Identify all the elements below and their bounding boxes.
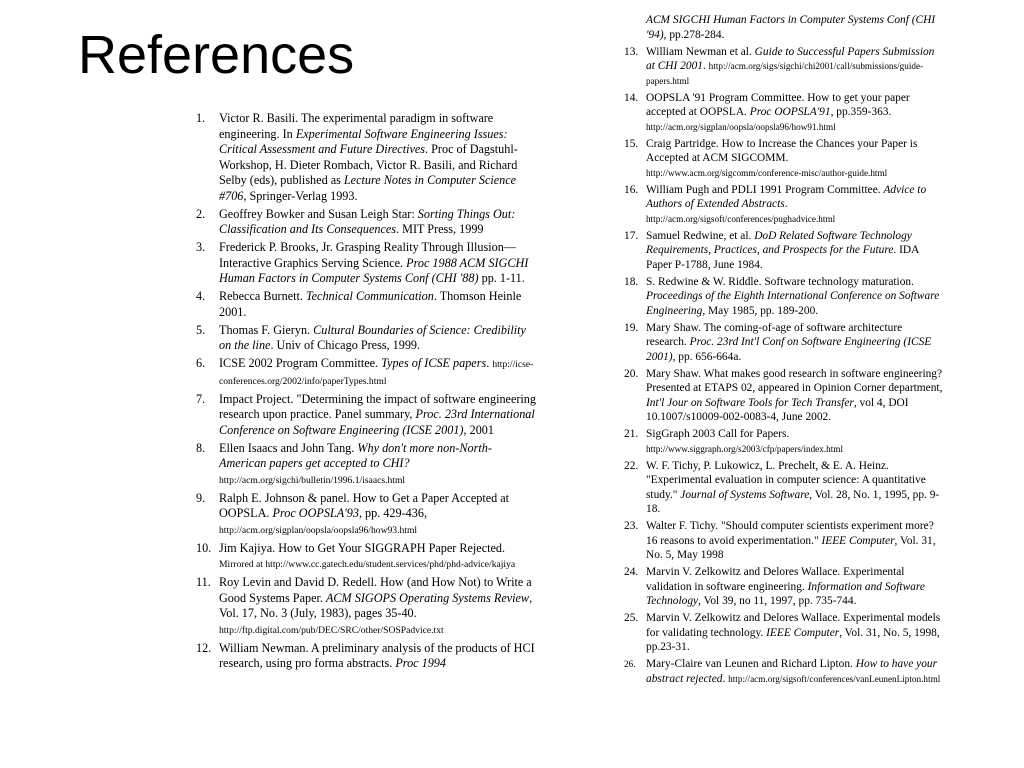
reference-number: 26. xyxy=(624,659,636,669)
reference-italic-text: Why don't more non-North-American papers get accepted to CHI? xyxy=(219,440,492,470)
reference-text: , pp. 656-664a. xyxy=(672,350,742,363)
reference-text: . Univ of Chicago Press, 1999. xyxy=(270,338,421,352)
reference-number: 5. xyxy=(196,322,206,337)
reference-url: http://acm.org/sigs/sigchi/chi2001/call/submissions/guide-papers.html xyxy=(646,61,924,86)
reference-item xyxy=(624,275,944,319)
reference-item xyxy=(624,91,944,135)
reference-text: ICSE 2002 Program Committee. xyxy=(219,356,382,370)
reference-text: Ellen Isaacs and John Tang. xyxy=(219,440,358,455)
reference-item xyxy=(196,541,538,573)
reference-item xyxy=(624,565,944,609)
reference-italic-text: Advice to Authors of Extended Abstracts xyxy=(646,183,927,210)
reference-italic-text: IEEE Computer xyxy=(766,626,840,639)
reference-text: . xyxy=(722,672,729,685)
reference-text: Frederick P. Brooks, Jr. Grasping Reality Through Illusion—Interactive Graphics Serving Science. xyxy=(219,240,516,270)
reference-url: http://acm.org/sigsoft/conferences/vanLeunenLipton.html xyxy=(728,673,941,684)
reference-text: , Springer-Verlag 1993. xyxy=(243,188,358,203)
reference-text: Impact Project. "Determining the impact of software engineering research upon practice. Panel summary, xyxy=(219,391,536,421)
reference-url: http://www.siggraph.org/s2003/cfp/papers/index.html xyxy=(646,443,843,454)
reference-url: Mirrored at http://www.cc.gatech.edu/student.services/phd/phd-advice/kajiya xyxy=(219,559,516,570)
reference-italic-text: Lecture Notes in Computer Science #706 xyxy=(219,173,517,203)
reference-number: 2. xyxy=(196,206,206,221)
reference-item xyxy=(196,356,538,389)
reference-item xyxy=(624,367,944,425)
reference-italic-text: Proc 1994 xyxy=(395,656,446,670)
reference-text: Ralph E. Johnson & panel. How to Get a Paper Accepted at OOPSLA. xyxy=(219,490,510,520)
reference-italic-text: Proc OOPSLA'91 xyxy=(749,106,831,118)
reference-item xyxy=(624,611,944,655)
reference-italic-text: Proc OOPSLA'93 xyxy=(272,506,359,520)
reference-number: 6. xyxy=(196,356,206,370)
reference-url: http://acm.org/sigplan/oopsla/oopsla96/how91.html xyxy=(646,121,836,132)
reference-list-left xyxy=(196,111,538,674)
reference-text: Jim Kajiya. How to Get Your SIGGRAPH Paper Rejected. xyxy=(219,540,506,555)
reference-text: Mary-Claire van Leunen and Richard Lipton. xyxy=(646,658,856,670)
reference-item xyxy=(624,137,944,181)
reference-number: 1. xyxy=(196,111,206,125)
reference-number: 14. xyxy=(624,91,639,104)
reference-text: , pp.278-284. xyxy=(663,28,725,41)
reference-text: . xyxy=(702,60,709,72)
reference-url: http://acm.org/sigsoft/conferences/pughadvice.html xyxy=(646,213,836,224)
reference-text: Marvin V. Zelkowitz and Delores Wallace. Experimental validation in software engineering. xyxy=(646,566,905,593)
reference-text: . MIT Press, 1999 xyxy=(396,222,484,236)
reference-item xyxy=(196,392,538,439)
reference-item xyxy=(196,491,538,539)
reference-text: SigGraph 2003 Call for Papers. xyxy=(646,428,790,440)
reference-url: http://www.acm.org/sigcomm/conference-misc/author-guide.html xyxy=(646,167,888,178)
reference-italic-text: Cultural Boundaries of Science: Credibility on the line xyxy=(219,322,526,352)
reference-italic-text: Proc. 23rd International Conference on Software Engineering (ICSE 2001) xyxy=(219,407,535,437)
reference-italic-text: ACM SIGOPS Operating Systems Review xyxy=(325,590,530,605)
reference-number: 24. xyxy=(624,566,639,578)
reference-text: pp. 1-11. xyxy=(478,271,525,285)
reference-text: , Vol. 31, No. 5, May 1998 xyxy=(646,534,936,561)
reference-text: William Pugh and PDLI 1991 Program Committee. xyxy=(646,183,884,196)
reference-url: http://icse-conferences.org/2002/info/paperTypes.html xyxy=(219,359,534,387)
reference-number: 22. xyxy=(624,459,639,472)
reference-text: Thomas F. Gieryn. xyxy=(219,322,314,337)
reference-italic-text: Proc. 23rd Int'l Conf on Software Engineering (ICSE 2001) xyxy=(646,336,932,363)
reference-italic-text: DoD Related Software Technology Requirements, Practices, and Prospects for the Future xyxy=(646,229,912,256)
reference-text: , 2001 xyxy=(463,422,494,437)
reference-text: Mary Shaw. The coming-of-age of software architecture research. xyxy=(646,321,903,348)
reference-text: , pp. 429-436, xyxy=(358,506,427,520)
reference-number: 18. xyxy=(624,275,639,288)
reference-item xyxy=(624,183,944,227)
reference-text: William Newman. A preliminary analysis of the products of HCI research, using pro forma abstracts. xyxy=(219,640,535,670)
reference-text: . xyxy=(784,198,788,210)
reference-number: 23. xyxy=(624,520,639,532)
reference-text: , Vol. 17, No. 3 (July, 1983), pages 35-40. xyxy=(219,590,533,620)
reference-number: 10. xyxy=(196,540,212,555)
reference-text: Samuel Redwine, et al. xyxy=(646,229,755,242)
reference-number: 21. xyxy=(624,428,639,440)
reference-number: 11. xyxy=(196,575,211,589)
reference-italic-text: Sorting Things Out: Classification and Its Consequences xyxy=(219,206,516,236)
reference-number: 8. xyxy=(196,440,206,455)
reference-italic-text: Types of ICSE papers xyxy=(381,356,487,370)
reference-text: , pp.359-363. xyxy=(830,106,892,118)
reference-text: . IDA Paper P-1788, June 1984. xyxy=(646,244,919,271)
reference-number: 12. xyxy=(196,640,212,655)
reference-text: Marvin V. Zelkowitz and Delores Wallace. Experimental models for validating technology. xyxy=(646,612,941,639)
reference-number: 4. xyxy=(196,289,206,303)
reference-text: S. Redwine & W. Riddle. Software technology maturation. xyxy=(646,275,914,288)
reference-item xyxy=(196,441,538,489)
reference-text: William Newman et al. xyxy=(646,45,755,58)
reference-item xyxy=(624,427,944,456)
slide-title: References xyxy=(78,25,355,85)
reference-italic-text: How to have your abstract rejected xyxy=(646,658,938,685)
reference-item xyxy=(196,111,538,204)
reference-number: 17. xyxy=(624,229,639,242)
reference-text: , Vol. 28, No. 1, 1995, pp. 9-18. xyxy=(646,488,940,515)
reference-text: . xyxy=(486,356,493,370)
reference-text: , Vol 39, no 11, 1997, pp. 735-744. xyxy=(698,595,857,607)
reference-number: 3. xyxy=(196,240,206,254)
reference-text: . Proc of Dagstuhl-Workshop, H. Dieter Rombach, Victor R. Basili, and Richard Selby (eds), published as xyxy=(219,142,518,187)
reference-number: 19. xyxy=(624,321,639,334)
reference-italic-text: Information and Software Technology xyxy=(646,580,925,607)
reference-item xyxy=(196,323,538,354)
reference-italic-text: IEEE Computer xyxy=(821,534,895,547)
reference-text: . Thomson Heinle 2001. xyxy=(219,289,522,319)
reference-item xyxy=(624,45,944,89)
reference-number: 15. xyxy=(624,137,639,150)
reference-text: Geoffrey Bowker and Susan Leigh Star: xyxy=(219,206,418,221)
reference-text: Victor R. Basili. The experimental paradigm in software engineering. In xyxy=(219,111,494,141)
reference-item xyxy=(624,459,944,517)
reference-url: http://acm.org/sigchi/bulletin/1996.1/isaacs.html xyxy=(219,474,406,486)
reference-number: 16. xyxy=(624,183,639,196)
reference-url: http://acm.org/sigplan/oopsla/oopsla96/how93.html xyxy=(219,524,418,536)
reference-item xyxy=(624,321,944,365)
reference-item xyxy=(196,240,538,287)
reference-text: , May 1985, pp. 189-200. xyxy=(702,304,819,317)
reference-item xyxy=(624,229,944,273)
reference-list-right xyxy=(624,13,944,689)
reference-italic-text: Experimental Software Engineering Issues: Critical Assessment and Future Directives xyxy=(219,126,508,156)
reference-text: Walter F. Tichy. "Should computer scientists experiment more? 16 reasons to avoid experimentation." xyxy=(646,520,934,547)
reference-item xyxy=(196,207,538,238)
reference-text: Rebecca Burnett. xyxy=(219,289,306,303)
reference-number: 9. xyxy=(196,490,206,505)
reference-text: Roy Levin and David D. Redell. How (and How Not) to Write a Good Systems Paper. xyxy=(219,575,532,605)
reference-text: , Vol. 31, No. 5, 1998, pp.23-31. xyxy=(646,626,940,653)
reference-italic-text: Proceedings of the Eighth International Conference on Software Engineering xyxy=(646,290,940,317)
reference-item xyxy=(624,13,944,42)
reference-italic-text: Proc 1988 ACM SIGCHI Human Factors in Computer Systems Conf (CHI '88) xyxy=(219,255,529,285)
reference-italic-text: Guide to Successful Papers Submission at CHI 2001 xyxy=(646,45,935,72)
reference-item xyxy=(196,575,538,638)
reference-number: 13. xyxy=(624,45,639,58)
reference-text: Craig Partridge. How to Increase the Chances your Paper is Accepted at ACM SIGCOMM. xyxy=(646,137,918,164)
reference-item xyxy=(196,641,538,672)
reference-italic-text: ACM SIGCHI Human Factors in Computer Systems Conf (CHI '94) xyxy=(646,14,936,41)
reference-number: 25. xyxy=(624,612,639,624)
reference-italic-text: Technical Communication xyxy=(305,289,434,303)
reference-number: 7. xyxy=(196,391,206,406)
reference-item xyxy=(624,657,944,686)
reference-item xyxy=(624,519,944,563)
reference-text: W. F. Tichy, P. Lukowicz, L. Prechelt, & E. A. Heinz. "Experimental evaluation in computer science: A quantitative study." xyxy=(646,459,926,501)
reference-text: Mary Shaw. What makes good research in software engineering? Presented at ETAPS 02, appeared in Opinion Corner department, xyxy=(646,367,943,394)
reference-text: OOPSLA '91 Program Committee. How to get your paper accepted at OOPSLA. xyxy=(646,91,910,118)
reference-number: 20. xyxy=(624,367,639,380)
reference-text: , vol 4, DOI 10.1007/s10009-002-0083-4, June 2002. xyxy=(646,396,909,423)
reference-item xyxy=(196,289,538,320)
reference-url: http://ftp.digital.com/pub/DEC/SRC/other/SOSPadvice.txt xyxy=(219,624,444,636)
reference-italic-text: Int'l Jour on Software Tools for Tech Transfer xyxy=(646,396,854,409)
reference-italic-text: Journal of Systems Software xyxy=(680,488,810,501)
